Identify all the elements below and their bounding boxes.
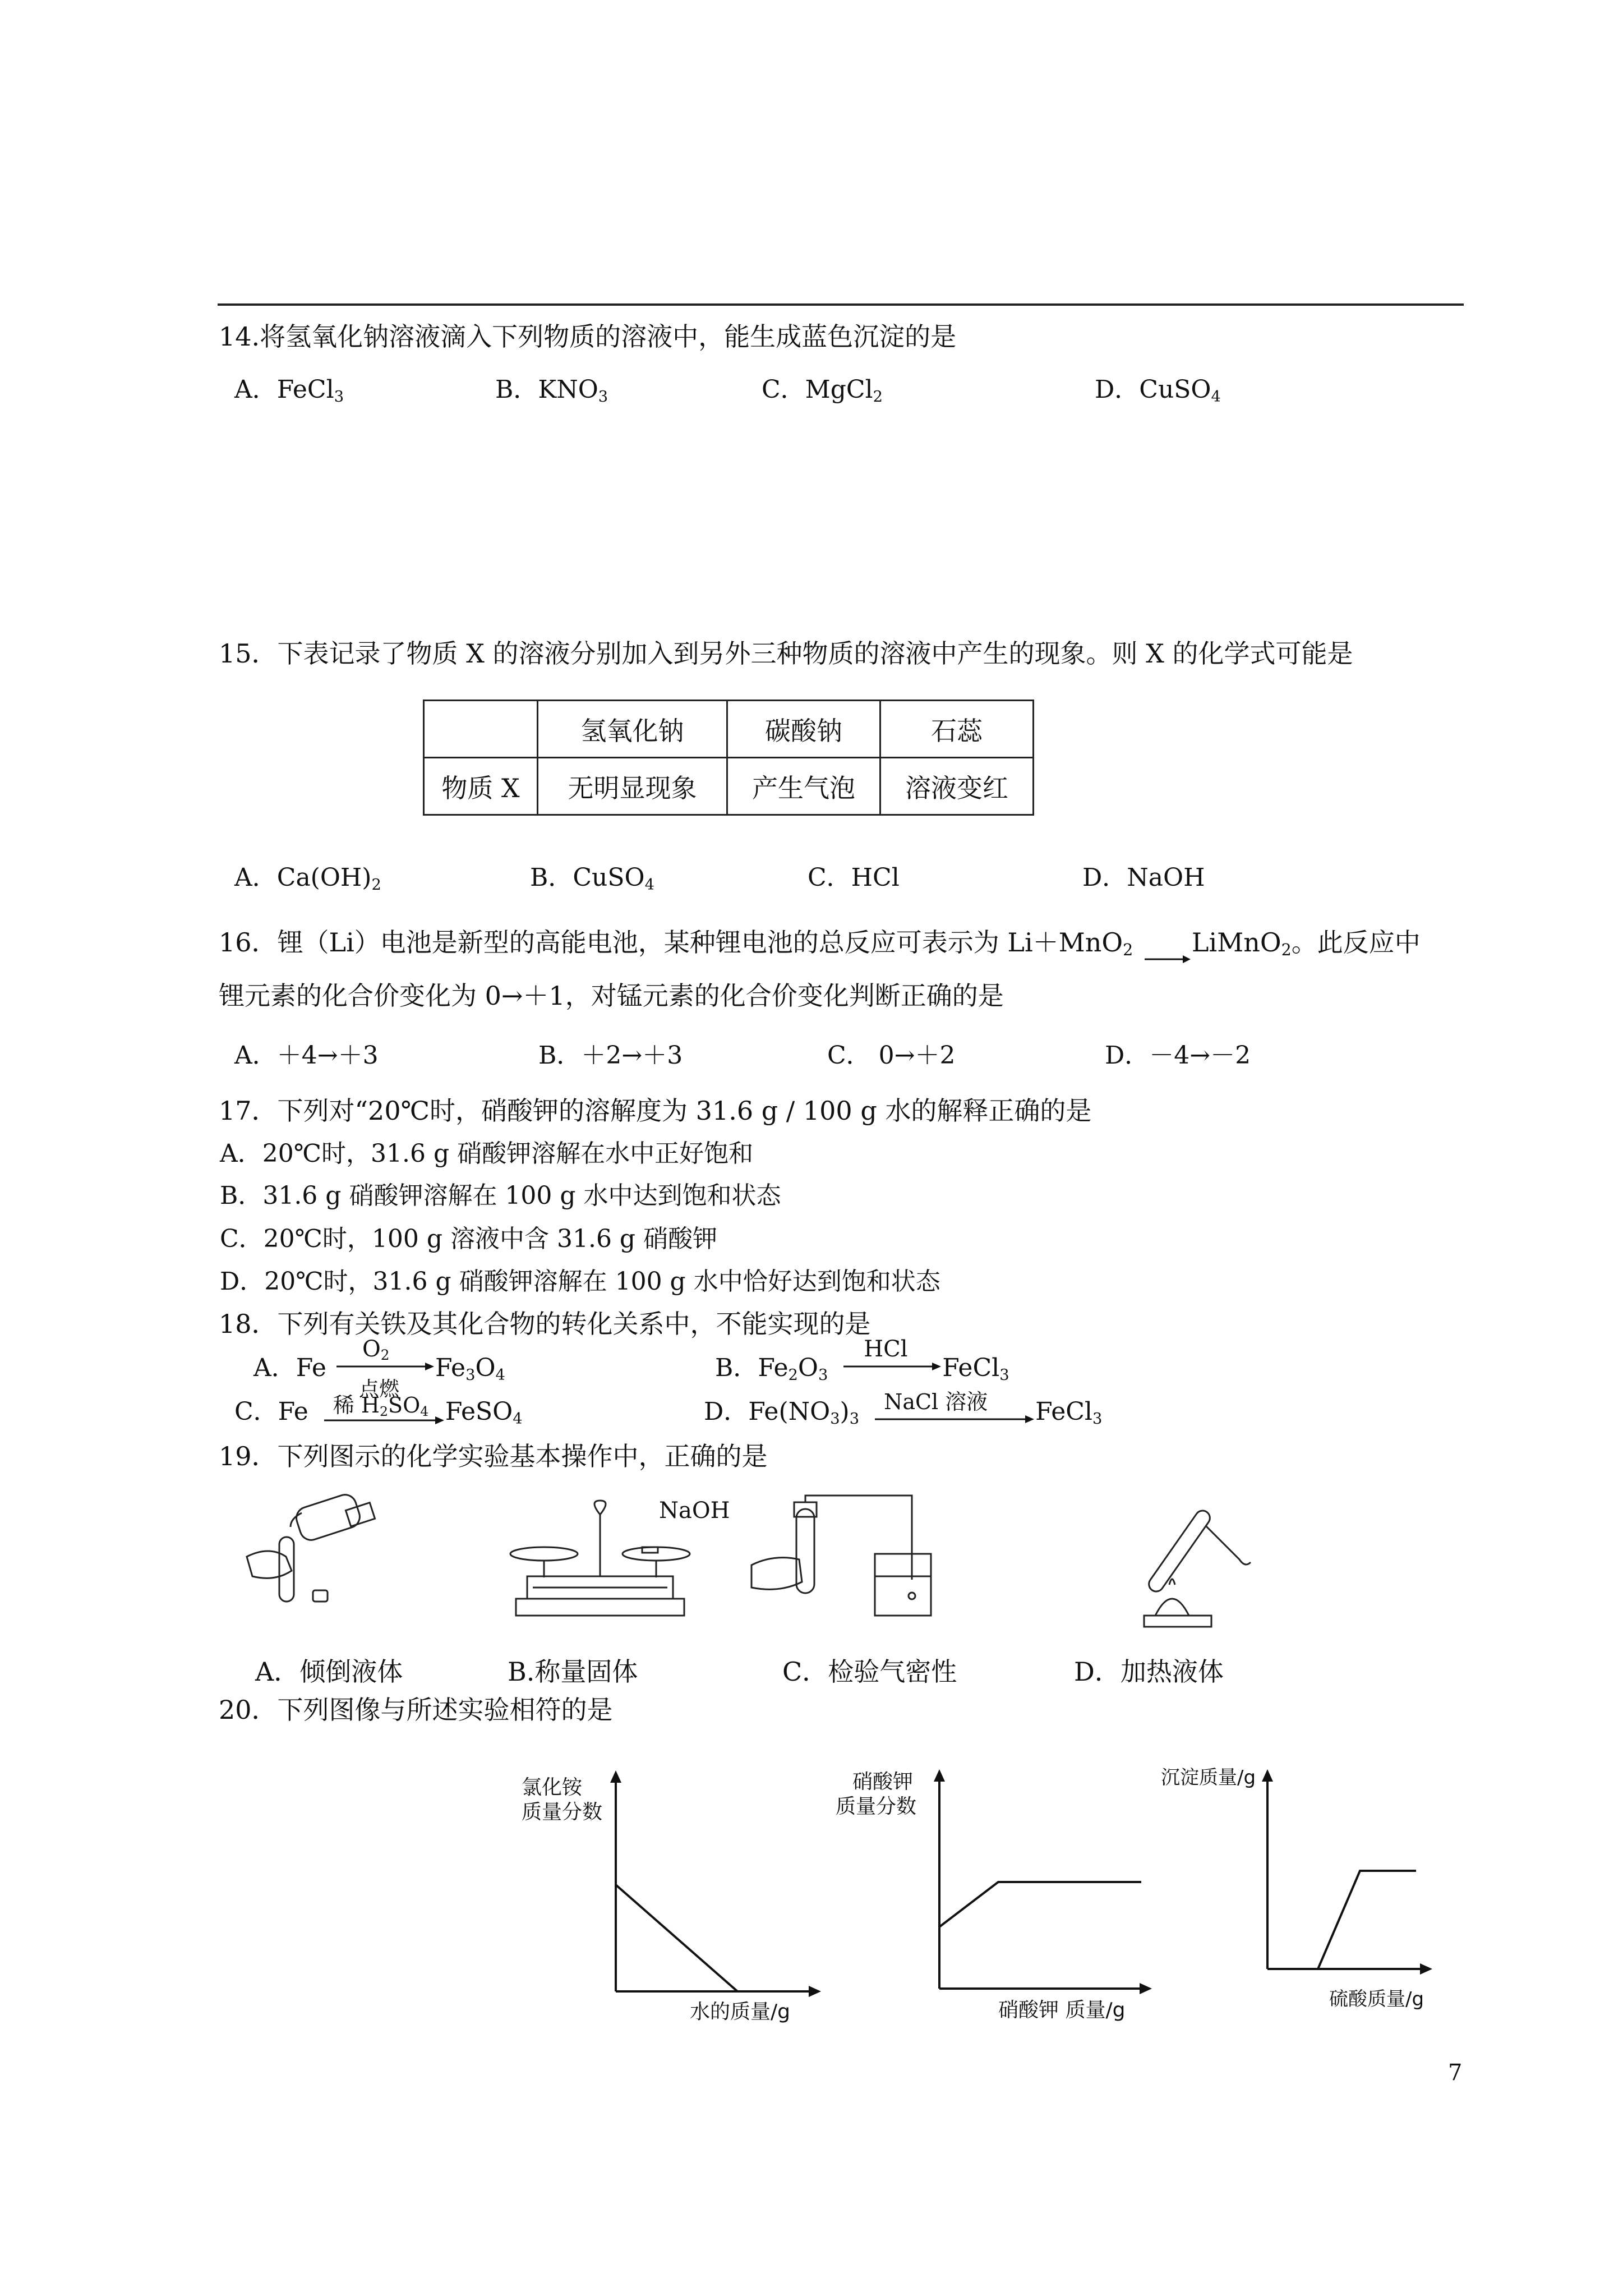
- q18-option-c: C．Fe 稀 $H_2SO_4$ FeSO$_4$: [234, 1396, 523, 1428]
- y-axis-arrow-icon: [610, 1770, 621, 1783]
- arrow-icon: [841, 1361, 942, 1372]
- q17-option-d: D．20℃时，31.6 g 硝酸钾溶解在 100 g 水中恰好达到饱和状态: [220, 1267, 940, 1296]
- series-line: [939, 1882, 1141, 1927]
- y-axis-label: 质量分数: [522, 1801, 603, 1824]
- q14-stem: 14.将氢氧化钠溶液滴入下列物质的溶液中，能生成蓝色沉淀的是: [219, 321, 957, 352]
- arrow-icon: [1141, 954, 1192, 965]
- reaction-arrow: [873, 1389, 1035, 1425]
- arrow-icon: [322, 1415, 445, 1426]
- naoh-label: NaOH: [659, 1498, 730, 1524]
- q19-option-a: A．倾倒液体: [255, 1657, 403, 1687]
- reaction-arrow: [334, 1336, 435, 1401]
- arrow-condition-top: NaCl 溶液: [884, 1389, 988, 1414]
- q16-option-b: B．＋2→＋3: [538, 1041, 683, 1070]
- q17-stem: 17．下列对“20℃时，硝酸钾的溶解度为 31.6 g / 100 g 水的解释正确的是: [219, 1096, 1092, 1126]
- y-axis-arrow-icon: [1262, 1769, 1273, 1782]
- q19-stem: 19．下列图示的化学实验基本操作中，正确的是: [219, 1441, 768, 1471]
- table-row: [424, 758, 1034, 815]
- header-rule: [218, 303, 1464, 306]
- arrow-condition-top: $O_2$: [362, 1336, 390, 1363]
- q15-table: [423, 700, 1034, 816]
- y-axis-label: 沉淀质量/g: [1161, 1766, 1256, 1789]
- table-cell: [424, 701, 538, 758]
- arrow-condition-bottom: 点燃: [358, 1377, 399, 1401]
- x-axis-arrow-icon: [809, 1986, 821, 1997]
- q19-option-b: B.称量固体: [508, 1657, 638, 1687]
- q19-option-c: C．检验气密性: [782, 1657, 957, 1687]
- x-axis-label: 水的质量/g: [690, 2000, 790, 2023]
- airtightness-figure: [746, 1492, 937, 1621]
- q18-option-b: B．$Fe_2O_3$ HCl FeCl$_3$: [715, 1352, 1009, 1384]
- q17-option-c: C．20℃时，100 g 溶液中含 31.6 g 硝酸钾: [220, 1225, 718, 1253]
- chart-ammonium-chloride: [522, 1767, 836, 2025]
- q15-option-b: B．CuSO$_4$: [530, 863, 654, 894]
- y-axis-label: 硝酸钾: [852, 1770, 914, 1793]
- q18-option-d: D．$Fe(NO_3)_3$ NaCl 溶液 FeCl$_3$: [704, 1396, 1102, 1428]
- y-axis-label: 氯化铵: [522, 1776, 583, 1799]
- q14-option-d: D．CuSO$_4$: [1095, 375, 1221, 406]
- q15-stem: 15．下表记录了物质 X 的溶液分别加入到另外三种物质的溶液中产生的现象。则 X 的化学式可能是: [219, 638, 1353, 669]
- table-header: 氢氧化钠: [538, 701, 727, 758]
- q15-option-a: A．$Ca(OH)_2$: [234, 863, 381, 894]
- x-axis-arrow-icon: [1140, 1983, 1152, 1994]
- q17-option-a: A．20℃时，31.6 g 硝酸钾溶解在水中正好饱和: [220, 1139, 754, 1168]
- reaction-arrow: [1141, 939, 1192, 950]
- series-line: [616, 1885, 737, 1991]
- pouring-liquid-figure: [236, 1489, 404, 1618]
- q16-option-c: C． 0→＋2: [827, 1041, 956, 1070]
- q16-line2: 锂元素的化合价变化为 0→＋1，对锰元素的化合价变化判断正确的是: [219, 981, 1004, 1011]
- q14-option-b: B．$KNO_3$: [495, 375, 608, 406]
- reaction-arrow: [841, 1336, 942, 1381]
- x-axis-label: 硝酸钾 质量/g: [998, 1999, 1126, 2022]
- arrow-condition-top: HCl: [864, 1336, 908, 1362]
- heating-liquid-figure: [1122, 1492, 1267, 1644]
- q20-stem: 20．下列图像与所述实验相符的是: [219, 1695, 613, 1725]
- table-cell: 无明显现象: [538, 758, 727, 815]
- q16-option-d: D．－4→－2: [1105, 1041, 1251, 1070]
- chart-potassium-nitrate: [836, 1761, 1161, 2025]
- y-axis-arrow-icon: [934, 1769, 945, 1782]
- q18-option-a: A．Fe $O_2$ 点燃 $Fe_3O_4$: [253, 1352, 505, 1384]
- table-header: 石蕊: [880, 701, 1034, 758]
- arrow-icon: [334, 1361, 435, 1372]
- q14-option-a: A．FeCl$_3$: [234, 375, 344, 406]
- q15-option-d: D．NaOH: [1082, 863, 1205, 892]
- table-header: 碳酸钠: [727, 701, 880, 758]
- arrow-icon: [873, 1414, 1035, 1425]
- page-number: 7: [1448, 2060, 1463, 2086]
- series-line: [1267, 1871, 1416, 1969]
- table-cell: 溶液变红: [880, 758, 1034, 815]
- q16-option-a: A．＋4→＋3: [234, 1041, 379, 1070]
- q14-option-c: C．MgCl$_2$: [762, 375, 883, 406]
- q17-option-b: B．31.6 g 硝酸钾溶解在 100 g 水中达到饱和状态: [220, 1181, 781, 1210]
- q15-option-c: C．HCl: [808, 863, 900, 892]
- reaction-arrow: [322, 1392, 445, 1425]
- x-axis-arrow-icon: [1420, 1963, 1432, 1975]
- chart-precipitate-mass: [1161, 1761, 1464, 2025]
- q19-option-d: D．加热液体: [1074, 1657, 1224, 1687]
- table-row: [424, 701, 1034, 758]
- table-row-label: 物质 X: [424, 758, 538, 815]
- x-axis-label: 硫酸质量/g: [1329, 1988, 1424, 2010]
- q16-line1: 16．锂（Li）电池是新型的高能电池，某种锂电池的总反应可表示为 Li＋MnO$_2$ LiMnO$_2$。此反应中: [219, 926, 1421, 959]
- table-cell: 产生气泡: [727, 758, 880, 815]
- q18-stem: 18．下列有关铁及其化合物的转化关系中，不能实现的是: [219, 1309, 871, 1339]
- y-axis-label: 质量分数: [836, 1795, 917, 1818]
- arrow-condition-top: 稀 $H_2SO_4$: [333, 1392, 429, 1419]
